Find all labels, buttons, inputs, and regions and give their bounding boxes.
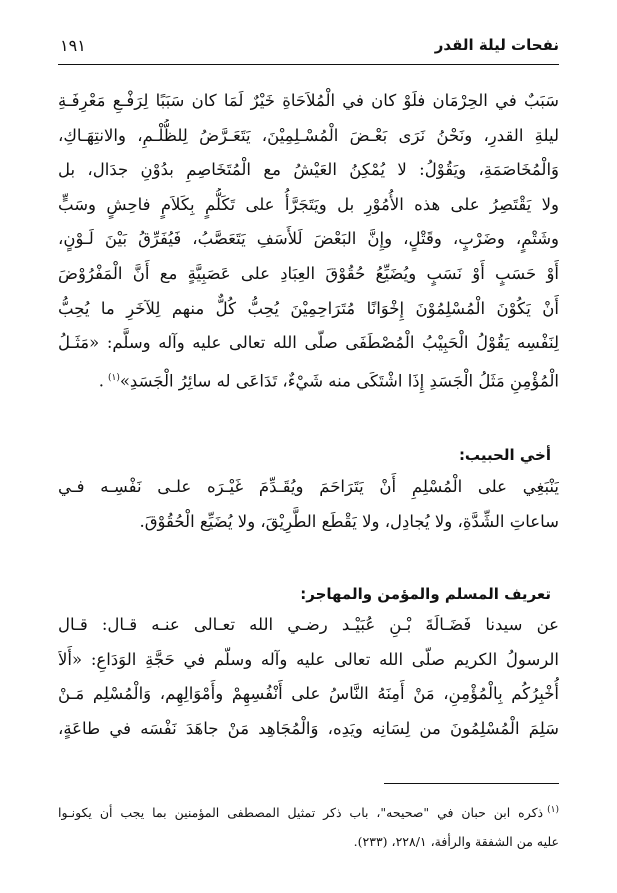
text-line: أَنْ يَكُوْنَ الْمُسْلِمُوْنَ إِخْوَانًا مُتَرَاحِمِيْنَ يُحِبُّ كُلٌّ منهم لِلآخَرِ ما يُحِبُّ bbox=[58, 298, 559, 318]
footnote-separator bbox=[384, 783, 559, 784]
text-line: ليلةِ القدرِ، ونَحْنُ نَرَى بَعْـضَ الْمُسْـلِمِيْنَ، يَتَعَـرَّضُ لِلظُّلْـمِ، والانتِهَـاكِ، bbox=[58, 125, 559, 145]
page-header bbox=[60, 36, 559, 62]
section-heading-definition: تعريف المسلم والمؤمن والمهاجر: bbox=[300, 585, 551, 603]
paragraph-1 bbox=[58, 84, 559, 395]
section-heading-brother: أخي الحبيب: bbox=[458, 446, 551, 464]
footnote-line bbox=[58, 794, 559, 826]
text-line: عن سيدنا فَضَـالَةَ بْـنِ عُبَيْـد رضـي الله تعـالى عنـه قـال: قـال bbox=[58, 615, 559, 634]
paragraph-3 bbox=[58, 608, 559, 746]
sentence-end: . bbox=[98, 371, 104, 391]
text-line: ولا يَقْتَصِرُ على هذه الأُمُوْرِ بل ويَتَجَرَّأُ على تَكَلُّمٍ بِكَلاَمٍ فاحِشٍ وسَبٍّ bbox=[58, 194, 559, 214]
paragraph-2 bbox=[58, 470, 559, 539]
text-line bbox=[58, 361, 559, 396]
text-line: أَوْ حَسَبٍ أَوْ نَسَبٍ ويُضَيِّعُ حُقُوْقَ العِبَادِ على عَصَبِيَّةٍ مع أَنَّ الْمَفْرُوْضَ bbox=[58, 263, 559, 283]
text-line: وَالْمُخَاصَمَةِ، ويَقُوْلُ: لا يُمْكِنُ العَيْشُ مع الْمُتَخَاصِمِ بدُوْنِ جدَال، بل bbox=[58, 160, 559, 180]
footnote-marker: (١) bbox=[547, 805, 559, 815]
running-title: نفحات ليلة القدر bbox=[434, 36, 559, 54]
footnote-reference: (١) bbox=[107, 372, 120, 383]
footnote bbox=[58, 794, 559, 858]
text-line: الرسولُ الكريم صلّى الله تعالى عليه وآله وسلّم في حَجَّةِ الوَدَاعِ: «أَلاَ bbox=[58, 649, 559, 669]
page-number: ١٩١ bbox=[60, 36, 86, 55]
text-line: ساعاتِ الشِّدَّةِ، ولا يُجادِل، ولا يَقْطَع الطَّرِيْقَ، ولا يُضَيِّع الْحُقُوْقَ. bbox=[139, 511, 559, 531]
text-line: يَنْبَغِي على الْمُسْلِمِ أَنْ يَتَرَاحَمَ ويُقَـدِّمَ غَيْـرَه علـى نَفْسِـه فـي bbox=[58, 477, 559, 496]
text-line: أُخْبِرُكُم بِالْمُؤْمِنِ، مَنْ أَمِنَهُ النَّاسُ على أَنْفُسِهِمْ وأَمْوَالِهِم، وَالْمُسْلِم مَـنْ bbox=[58, 684, 559, 704]
text-line: لِنَفْسِه يَقُوْلُ الْحَبِيْبُ الْمُصْطَفَى صلّى الله تعالى عليه وآله وسلَّم: «مَثَـلُ bbox=[58, 333, 559, 353]
footnote-line: عليه من الشفقة والرأفة، ٢٢٨/١، (٢٣٣). bbox=[353, 834, 559, 849]
footnote-text: ذكره ابن حبان في "صحيحه"، باب ذكر تمثيل المصطفى المؤمنين بما يجب أن يكونـوا bbox=[58, 805, 544, 821]
text-line: وشَتْمٍ، وضَرْبٍ، وقَتْلٍ، وإِنَّ البَعْضَ لَلأَسَفِ يَتَعَصَّبُ، فَيُفَرِّقُ بَيْنَ لَـوْنٍ، bbox=[58, 229, 559, 249]
header-rule bbox=[58, 64, 559, 65]
text-line-content: الْمُؤْمِنِ مَثَلُ الْجَسَدِ إِذَا اشْتَكَى منه شَيْءٌ، تَدَاعَى له سائِرُ الْجَسَدِ» bbox=[119, 371, 559, 391]
text-line: سَبَبٌ في الحِرْمَان فلَوْ كان في الْمُلاَحَاةِ خَيْرٌ لَمَا كان سَبَبًا لِرَفْـعِ مَعْرِفَـةِ bbox=[58, 91, 559, 110]
text-line: سَلِمَ الْمُسْلِمُونَ من لِسَانِه ويَدِه، وَالْمُجَاهِد مَنْ جاهَدَ نَفْسَه في طاعَةٍ، bbox=[58, 718, 559, 738]
